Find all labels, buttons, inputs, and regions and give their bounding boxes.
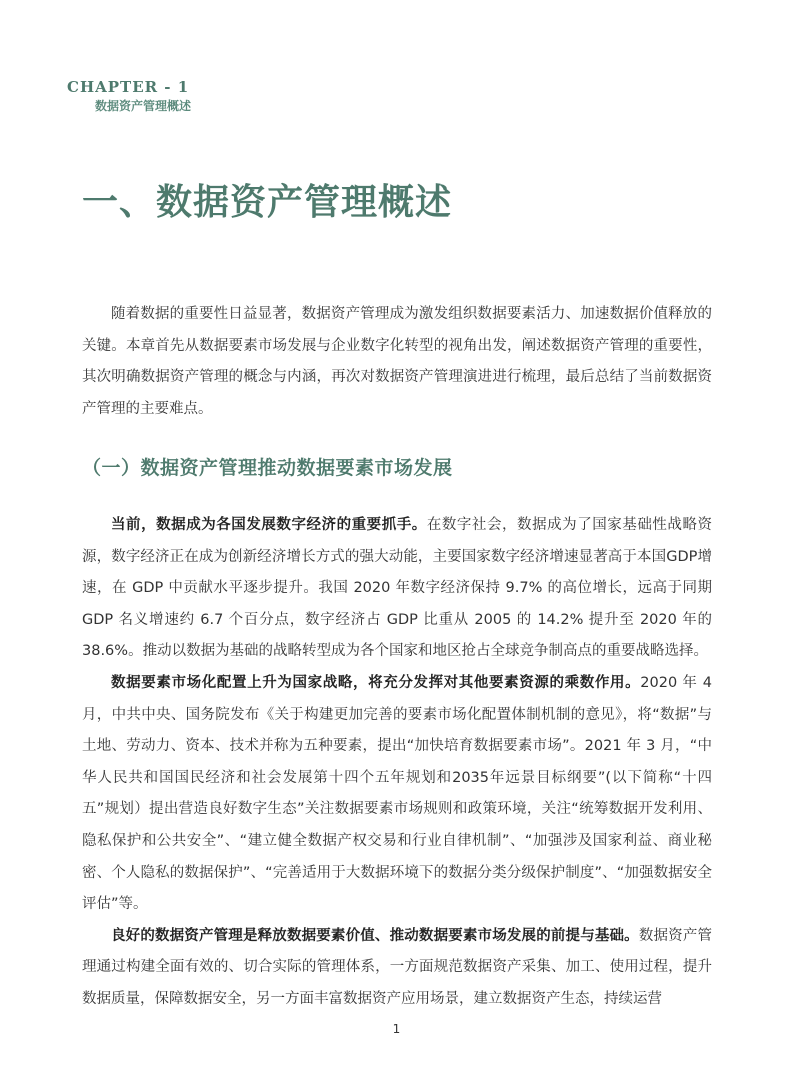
paragraph-lead: 当前，数据成为各国发展数字经济的重要抓手。 xyxy=(111,517,427,533)
page-number: 1 xyxy=(392,1022,401,1036)
page-title: 一、数据资产管理概述 xyxy=(82,182,453,223)
chapter-label: CHAPTER - 1 xyxy=(67,78,190,96)
paragraph-text: 数据资产管理通过构建全面有效的、切合实际的管理体系，一方面规范数据资产采集、加工、使用过程，提升数据质量，保障数据安全，另一方面丰富数据资产应用场景，建立数据资产生态，持续运营 xyxy=(82,927,713,1007)
paragraph-text: 在数字社会，数据成为了国家基础性战略资源，数字经济正在成为创新经济增长方式的强大动能，主要国家数字经济增速显著高于本国GDP增速，在 GDP 中贡献水平逐步提升。我国 2020 年数字经济保持 9.7% 的高位增长，远高于同期 GDP 名义增速约 6.7 个百分点，数字经济占 GDP 比重从 2005 的 14.2% 提升至 2020 年的 38.6%。推动以数据为基础的战略转型成为各个国家和地区抢占全球竞争制高点的重要战略选择。 xyxy=(82,517,713,660)
section-body xyxy=(82,510,712,1016)
chapter-title: 数据资产管理概述 xyxy=(95,99,192,113)
paragraph-text: 2020 年 4 月，中共中央、国务院发布《关于构建更加完善的要素市场化配置体制机制的意见》，将“数据”与土地、劳动力、资本、技术并称为五种要素，提出“加快培育数据要素市场”。2021 年 3 月，“中华人民共和国国民经济和社会发展第十四个五年规划和2035年远景目标纲要”(以下简称“十四五”规划）提出营造良好数字生态”关注数据要素市场规则和政策环境，关注“统筹数据开发利用、隐私保护和公共安全”、“建立健全数据产权交易和行业自律机制”、“加强涉及国家利益、商业秘密、个人隐私的数据保护”、“完善适用于大数据环境下的数据分类分级保护制度”、“加强数据安全评估”等。 xyxy=(82,674,712,913)
intro-paragraph: 随着数据的重要性日益显著，数据资产管理成为激发组织数据要素活力、加速数据价值释放的关键。本章首先从数据要素市场发展与企业数字化转型的视角出发，阐述数据资产管理的重要性，其次明确数据资产管理的概念与内涵，再次对数据资产管理演进进行梳理，最后总结了当前数据资产管理的主要难点。 xyxy=(82,306,712,417)
section-heading: （一）数据资产管理推动数据要素市场发展 xyxy=(82,457,453,479)
body-paragraph xyxy=(82,921,712,1016)
paragraph-lead: 良好的数据资产管理是释放数据要素价值、推动数据要素市场发展的前提与基础。 xyxy=(111,927,639,944)
body-paragraph xyxy=(82,510,712,668)
body-paragraph xyxy=(82,668,712,921)
paragraph-lead: 数据要素市场化配置上升为国家战略，将充分发挥对其他要素资源的乘数作用。 xyxy=(111,674,641,691)
